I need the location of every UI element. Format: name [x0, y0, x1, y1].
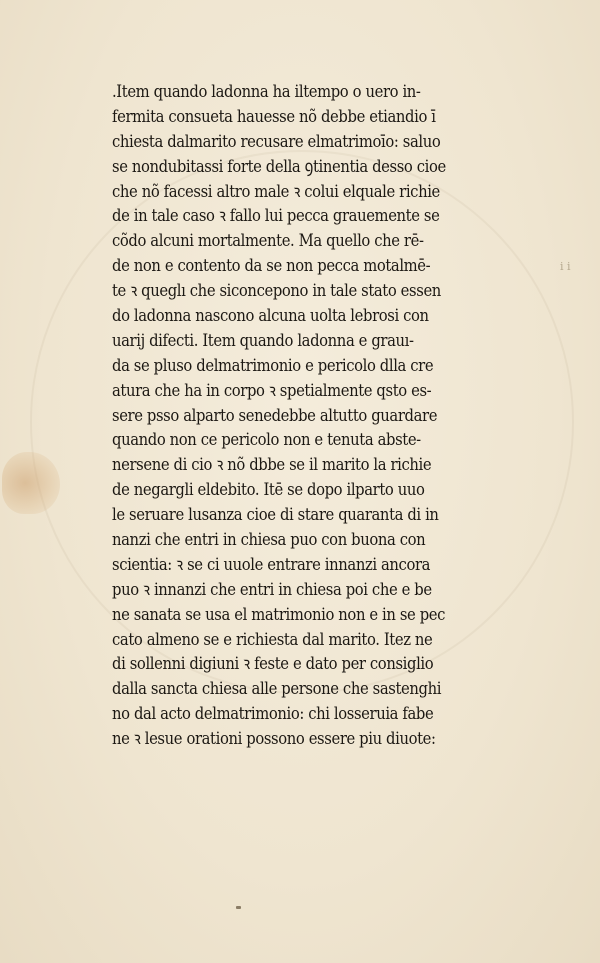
- text-line: de negargli eldebito. Itē se dopo ilparto uuo: [112, 480, 425, 501]
- text-line: da se pluso delmatrimonio e pericolo dlla cre: [112, 355, 434, 376]
- text-line: no dal acto delmatrimonio: chi losseruia fabe: [112, 704, 434, 725]
- text-line: nanzi che entri in chiesa puo con buona con: [112, 530, 426, 551]
- text-line: sere psso alparto senedebbe altutto guardare: [112, 405, 438, 426]
- text-line: di sollenni digiuni ꝛ feste e dato per consiglio: [112, 654, 434, 675]
- text-line: te ꝛ queglı che siconcepono in tale stato essen: [112, 281, 441, 302]
- text-line: atura che ha in corpo ꝛ spetialmente qsto es-: [112, 380, 432, 401]
- ink-smudge: [236, 906, 241, 909]
- text-line: fermita consueta hauesse nõ debbe etiandio ī: [112, 106, 436, 127]
- text-line: chiesta dalmarito recusare elmatrimoīo: saluo: [112, 131, 441, 152]
- text-line: .Item quando ladonna ha iltempo o uero in-: [112, 82, 421, 102]
- text-line: cato almeno se e richiesta dal marito. Itez ne: [112, 629, 433, 650]
- paper-stain: [2, 452, 60, 514]
- text-line: le seruare lusanza cioe di stare quaranta di in: [112, 505, 439, 526]
- text-line: cõdo alcuni mortalmente. Ma quello che rē-: [112, 231, 424, 252]
- text-line: de in tale caso ꝛ fallo lui pecca grauemente se: [112, 206, 440, 227]
- text-line: ne ꝛ lesue orationi possono essere piu diuote:: [112, 729, 436, 750]
- text-line: uarij difecti. Item quando ladonna e grauı-: [112, 330, 414, 351]
- folio-mark: i i: [560, 260, 571, 273]
- text-line: nersene di cio ꝛ nõ dbbe se il marito la richie: [112, 455, 432, 476]
- text-block: [112, 80, 542, 752]
- text-line: de non e contento da se non pecca motalmē-: [112, 256, 431, 277]
- text-line: se nondubitassi forte della ꝯtinentia desso cioe: [112, 156, 446, 177]
- text-line: dalla sancta chiesa alle persone che sastenghi: [112, 679, 442, 700]
- text-line: quando non ce pericolo non e tenuta abste-: [112, 430, 421, 451]
- text-line: ne sanata se usa el matrimonio non e in se pec: [112, 604, 446, 625]
- text-line: do ladonna nascono alcuna uolta lebrosi con: [112, 306, 429, 327]
- text-line: scientia: ꝛ se ci uuole entrare innanzi ancora: [112, 554, 431, 575]
- text-line: che nõ facessi altro male ꝛ colui elquale richie: [112, 181, 440, 202]
- text-line: puo ꝛ innanzi che entri in chiesa poi che e be: [112, 579, 432, 600]
